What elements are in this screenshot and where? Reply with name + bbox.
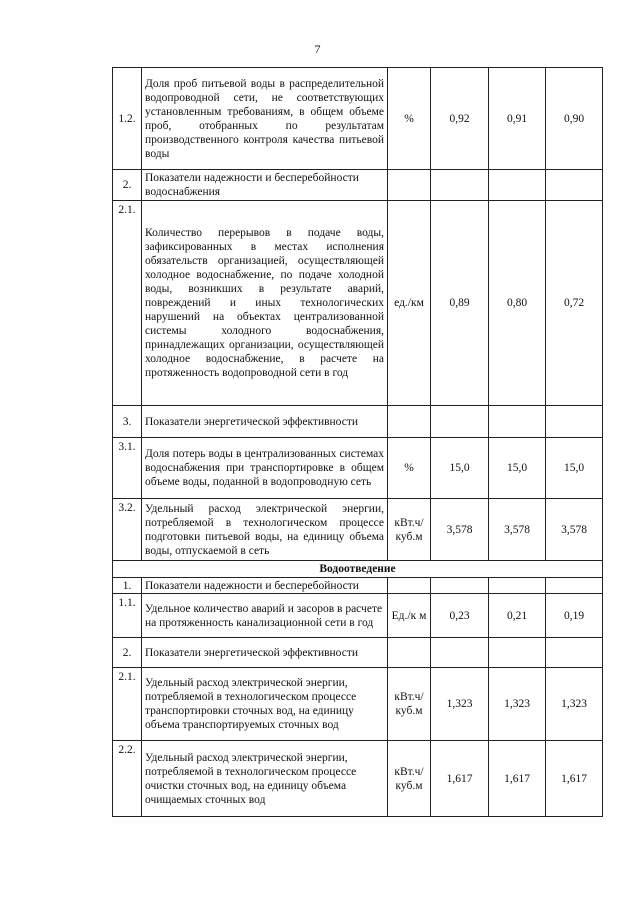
row-value-3: 0,90 (546, 68, 603, 170)
table-row (113, 594, 603, 638)
row-value-3: 15,0 (546, 438, 603, 499)
table-row (113, 68, 603, 170)
row-number: 1.1. (113, 594, 142, 638)
row-value-1: 1,323 (431, 668, 489, 741)
row-unit: кВт.ч/ куб.м (388, 741, 431, 817)
table-row (113, 201, 603, 406)
row-unit: кВт.ч/ куб.м (388, 499, 431, 561)
row-description: Показатели энергетической эффективности (142, 638, 388, 668)
row-value-1: 0,23 (431, 594, 489, 638)
row-description: Количество перерывов в подаче воды, зафиксированных в местах исполнения обязательств организацией, осуществляющей холодное водоснабжение, по подаче холодной воды, возникших в результате аварий, повреждений и иных технологических нарушений на объектах централизованной системы холодного водоснабжения, принадлежащих организации, осуществляющей холодное водоснабжение, в расчете на протяженность водопроводной сети в год (142, 201, 388, 406)
table-row (113, 638, 603, 668)
row-value-1 (431, 578, 489, 594)
row-value-3 (546, 170, 603, 201)
indicators-table (112, 67, 603, 817)
section-title: Водоотведение (113, 561, 603, 578)
row-value-3: 1,323 (546, 668, 603, 741)
row-value-1 (431, 170, 489, 201)
row-value-2: 15,0 (489, 438, 546, 499)
table-row (113, 438, 603, 499)
row-unit: кВт.ч/ куб.м (388, 668, 431, 741)
row-number: 3.1. (113, 438, 142, 499)
row-value-1: 0,89 (431, 201, 489, 406)
row-value-1: 15,0 (431, 438, 489, 499)
row-description: Удельный расход электрической энергии, потребляемой в технологическом процессе транспортировки сточных вод, на единицу объема транспортируемых сточных вод (142, 668, 388, 741)
table-row (113, 741, 603, 817)
row-unit (388, 406, 431, 438)
table-row (113, 170, 603, 201)
row-value-3: 1,617 (546, 741, 603, 817)
table-row (113, 499, 603, 561)
row-value-3 (546, 406, 603, 438)
row-number: 2. (113, 638, 142, 668)
row-description: Удельное количество аварий и засоров в расчете на протяженность канализационной сети в год (142, 594, 388, 638)
row-value-2 (489, 578, 546, 594)
row-description: Доля проб питьевой воды в распределительной водопроводной сети, не соответствующих установленным требованиям, в общем объеме проб, отобранных по результатам производственного контроля качества питьевой воды (142, 68, 388, 170)
row-description: Показатели энергетической эффективности (142, 406, 388, 438)
row-unit (388, 170, 431, 201)
row-value-3: 0,72 (546, 201, 603, 406)
row-value-2: 1,323 (489, 668, 546, 741)
row-value-3 (546, 638, 603, 668)
row-value-1: 0,92 (431, 68, 489, 170)
row-unit: % (388, 68, 431, 170)
row-number: 2.1. (113, 201, 142, 406)
row-value-2: 1,617 (489, 741, 546, 817)
row-value-1 (431, 638, 489, 668)
row-value-1: 1,617 (431, 741, 489, 817)
row-value-1: 3,578 (431, 499, 489, 561)
row-number: 1. (113, 578, 142, 594)
row-value-3: 3,578 (546, 499, 603, 561)
row-description: Удельный расход электрической энергии, потребляемой в технологическом процессе подготовки питьевой воды, на единицу объема воды, отпускаемой в сеть (142, 499, 388, 561)
row-number: 2.1. (113, 668, 142, 741)
row-description: Показатели надежности и бесперебойности (142, 578, 388, 594)
row-description: Показатели надежности и бесперебойности водоснабжения (142, 170, 388, 201)
row-number: 3. (113, 406, 142, 438)
page-number: 7 (314, 42, 321, 56)
row-value-1 (431, 406, 489, 438)
row-value-2: 3,578 (489, 499, 546, 561)
row-value-2 (489, 170, 546, 201)
table-row (113, 406, 603, 438)
table-row (113, 668, 603, 741)
row-value-2: 0,21 (489, 594, 546, 638)
row-number: 1.2. (113, 68, 142, 170)
row-value-2: 0,80 (489, 201, 546, 406)
row-value-3 (546, 578, 603, 594)
row-number: 2. (113, 170, 142, 201)
row-unit: ед./км (388, 201, 431, 406)
table-row (113, 578, 603, 594)
row-description: Доля потерь воды в централизованных системах водоснабжения при транспортировке в общем объеме воды, поданной в водопроводную сеть (142, 438, 388, 499)
row-description: Удельный расход электрической энергии, потребляемой в технологическом процессе очистки сточных вод, на единицу объема очищаемых сточных вод (142, 741, 388, 817)
row-unit: Ед./к м (388, 594, 431, 638)
row-number: 2.2. (113, 741, 142, 817)
row-unit: % (388, 438, 431, 499)
row-value-3: 0,19 (546, 594, 603, 638)
row-number: 3.2. (113, 499, 142, 561)
row-unit (388, 638, 431, 668)
row-value-2 (489, 406, 546, 438)
row-value-2: 0,91 (489, 68, 546, 170)
row-unit (388, 578, 431, 594)
row-value-2 (489, 638, 546, 668)
section-row (113, 561, 603, 578)
